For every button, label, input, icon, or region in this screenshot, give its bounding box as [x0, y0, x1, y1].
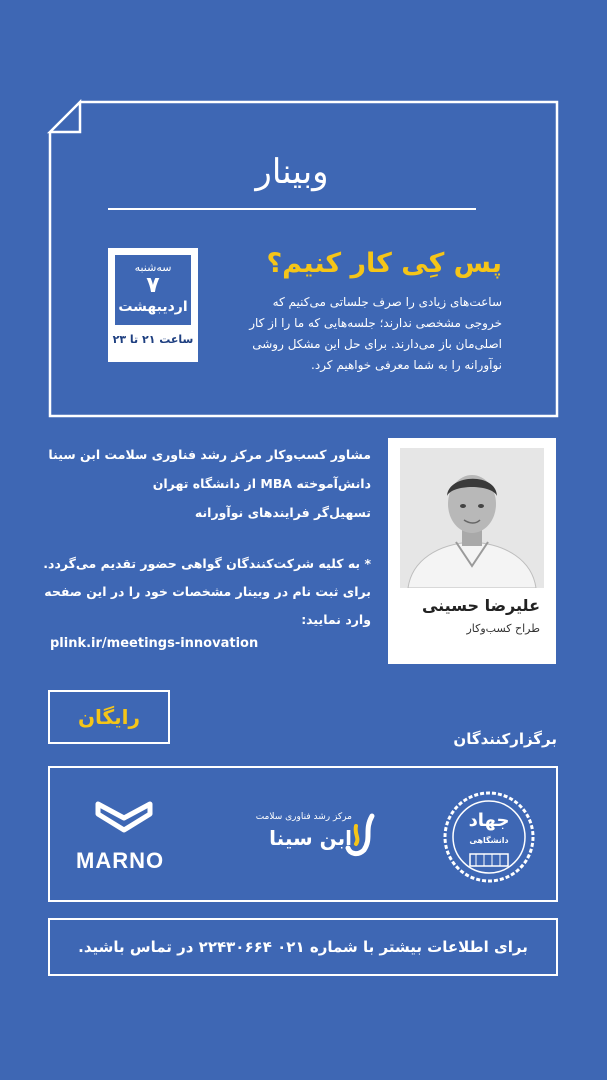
speaker-role: طراح کسب‌وکار	[466, 622, 540, 635]
note-line: * به کلیه شرکت‌کنندگان گواهی حضور تقدیم می‌گردد.	[43, 556, 371, 571]
note-line: برای ثبت نام در وبینار مشخصات خود را در این صفحه	[44, 584, 371, 599]
speaker-portrait-icon	[400, 448, 544, 588]
speaker-bio	[41, 440, 371, 527]
speaker-photo	[400, 448, 544, 588]
note-line: وارد نمایید:	[301, 612, 371, 627]
date-weekday: سه‌شنبه	[134, 261, 172, 274]
bio-line: دانش‌آموخته MBA از دانشگاه تهران	[152, 476, 371, 491]
price-label: رایگان	[54, 696, 164, 738]
bio-line: مشاور کسب‌وکار مرکز رشد فناوری سلامت ابن سینا	[48, 447, 371, 462]
event-description: ساعت‌های زیادی را صرف جلساتی می‌کنیم که خروجی مشخصی ندارند؛ جلسه‌هایی که ما را از کار اصلی‌مان باز می‌دارند. برای حل این مشکل روشی نوآورانه را به شما معرفی خواهیم کرد.	[249, 295, 502, 372]
date-month: اردیبهشت	[118, 299, 188, 315]
registration-link[interactable]: plink.ir/meetings-innovation	[50, 636, 259, 651]
date-day-number: ۷	[146, 273, 160, 298]
organizers-logos	[48, 766, 558, 902]
speaker-name: علیرضا حسینی	[421, 596, 540, 615]
marno-logo-icon	[94, 798, 154, 840]
contact-info: برای اطلاعات بیشتر با شماره ۰۲۱ ۲۲۴۳۰۶۶۴ در تماس باشید.	[48, 918, 558, 976]
speaker-card	[388, 438, 556, 664]
bio-line: تسهیل‌گر فرایندهای نوآورانه	[194, 505, 371, 520]
date-card	[108, 248, 198, 362]
registration-note	[41, 550, 371, 634]
ibnsina-logo-icon	[342, 812, 382, 858]
date-time: ساعت ۲۱ تا ۲۳	[112, 333, 194, 346]
price-badge	[48, 690, 170, 744]
jihad-logo-text: جهاد	[468, 810, 510, 831]
title-divider	[108, 208, 476, 210]
date-card-inner	[115, 255, 191, 325]
ibnsina-subtitle: مرکز رشد فناوری سلامت	[255, 812, 352, 822]
event-type-title: وبینار	[255, 152, 329, 192]
jihad-logo-subtext: دانشگاهی	[469, 836, 509, 845]
ibnsina-title: ابن سینا	[269, 826, 352, 850]
organizers-label: برگزارکنندگان	[453, 730, 557, 748]
event-headline: پس کِی کار کنیم؟	[266, 248, 502, 279]
marno-logo-text: MARNO	[76, 848, 165, 873]
